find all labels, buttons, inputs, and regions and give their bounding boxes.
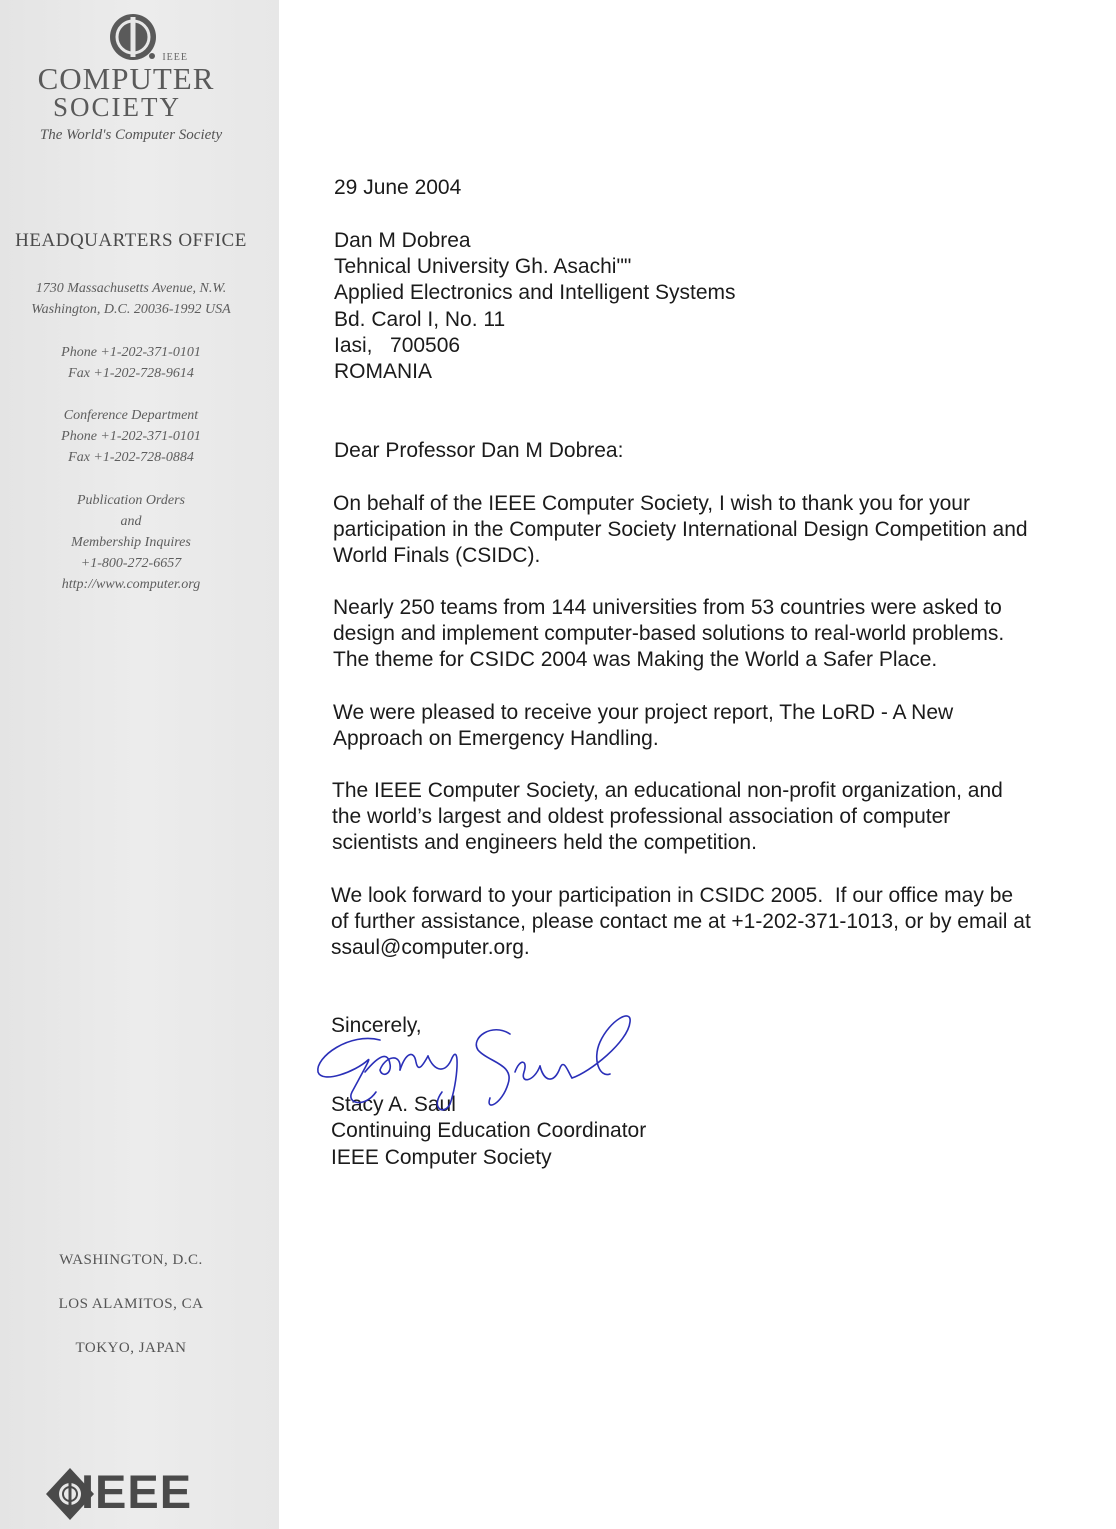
- paragraph-line: ssaul@computer.org.: [331, 936, 530, 959]
- recipient-line: Dan M Dobrea: [334, 229, 471, 252]
- ieee-logo-wordmark: IEEE: [81, 1465, 193, 1518]
- closing: Sincerely,: [331, 1014, 422, 1037]
- signer-organization: IEEE Computer Society: [331, 1146, 552, 1169]
- hq-address-line: 1730 Massachusetts Avenue, N.W.: [35, 281, 227, 296]
- salutation: Dear Professor Dan M Dobrea:: [334, 439, 624, 462]
- paragraph-line: World Finals (CSIDC).: [333, 544, 541, 567]
- hq-title: HEADQUARTERS OFFICE: [15, 230, 247, 251]
- city-washington: WASHINGTON, D.C.: [59, 1252, 203, 1268]
- hq-phone: Phone +1-202-371-0101: [61, 345, 201, 360]
- paragraph-line: On behalf of the IEEE Computer Society, I wish to thank you for your: [333, 492, 970, 515]
- paragraph-line: The IEEE Computer Society, an educational non-profit organization, and: [332, 779, 1003, 802]
- recipient-line: Applied Electronics and Intelligent Systems: [334, 281, 736, 304]
- recipient-line: Iasi, 700506: [334, 334, 461, 357]
- ieee-wordmark-small: IEEE: [162, 52, 188, 63]
- paragraph-line: We were pleased to receive your project report, The LoRD - A New: [333, 701, 954, 724]
- paragraph-line: Nearly 250 teams from 144 universities from 53 countries were asked to: [333, 596, 1002, 619]
- signer-name: Stacy A. Saul: [331, 1093, 456, 1116]
- hq-address-line: Washington, D.C. 20036-1992 USA: [31, 302, 231, 317]
- paragraph-line: Approach on Emergency Handling.: [333, 727, 659, 750]
- paragraph-line: of further assistance, please contact me at +1-202-371-1013, or by email at: [331, 910, 1031, 933]
- membership-inquires-label: Membership Inquires: [71, 535, 191, 550]
- recipient-line: ROMANIA: [334, 360, 433, 383]
- city-los-alamitos: LOS ALAMITOS, CA: [58, 1296, 204, 1312]
- hq-fax: Fax +1-202-728-9614: [68, 366, 194, 381]
- recipient-line: Bd. Carol I, No. 11: [334, 308, 506, 331]
- paragraph-line: scientists and engineers held the competition.: [332, 831, 757, 854]
- conference-phone: Phone +1-202-371-0101: [61, 429, 201, 444]
- org-tagline: The World's Computer Society: [39, 127, 223, 143]
- org-name-line1: COMPUTER: [37, 61, 215, 96]
- paragraph-line: participation in the Computer Society International Design Competition and: [333, 518, 1028, 541]
- website-url: http://www.computer.org: [61, 577, 201, 592]
- publication-and: and: [120, 514, 142, 529]
- conference-fax: Fax +1-202-728-0884: [68, 450, 194, 465]
- membership-phone: +1-800-272-6657: [80, 556, 182, 571]
- publication-orders-label: Publication Orders: [77, 493, 185, 508]
- paragraph-line: The theme for CSIDC 2004 was Making the World a Safer Place.: [333, 648, 938, 671]
- signer-title: Continuing Education Coordinator: [331, 1119, 647, 1142]
- handwritten-signature: [310, 1012, 640, 1122]
- city-tokyo: TOKYO, JAPAN: [75, 1340, 187, 1356]
- paragraph-line: the world’s largest and oldest professional association of computer: [332, 805, 951, 828]
- org-name-line2: SOCIETY: [53, 92, 181, 122]
- letter-date: 29 June 2004: [334, 176, 462, 199]
- recipient-line: Tehnical University Gh. Asachi"": [334, 255, 632, 278]
- conference-dept-label: Conference Department: [63, 408, 199, 423]
- paragraph-line: design and implement computer-based solutions to real-world problems.: [333, 622, 1005, 645]
- paragraph-line: We look forward to your participation in CSIDC 2005. If our office may be: [331, 884, 1014, 907]
